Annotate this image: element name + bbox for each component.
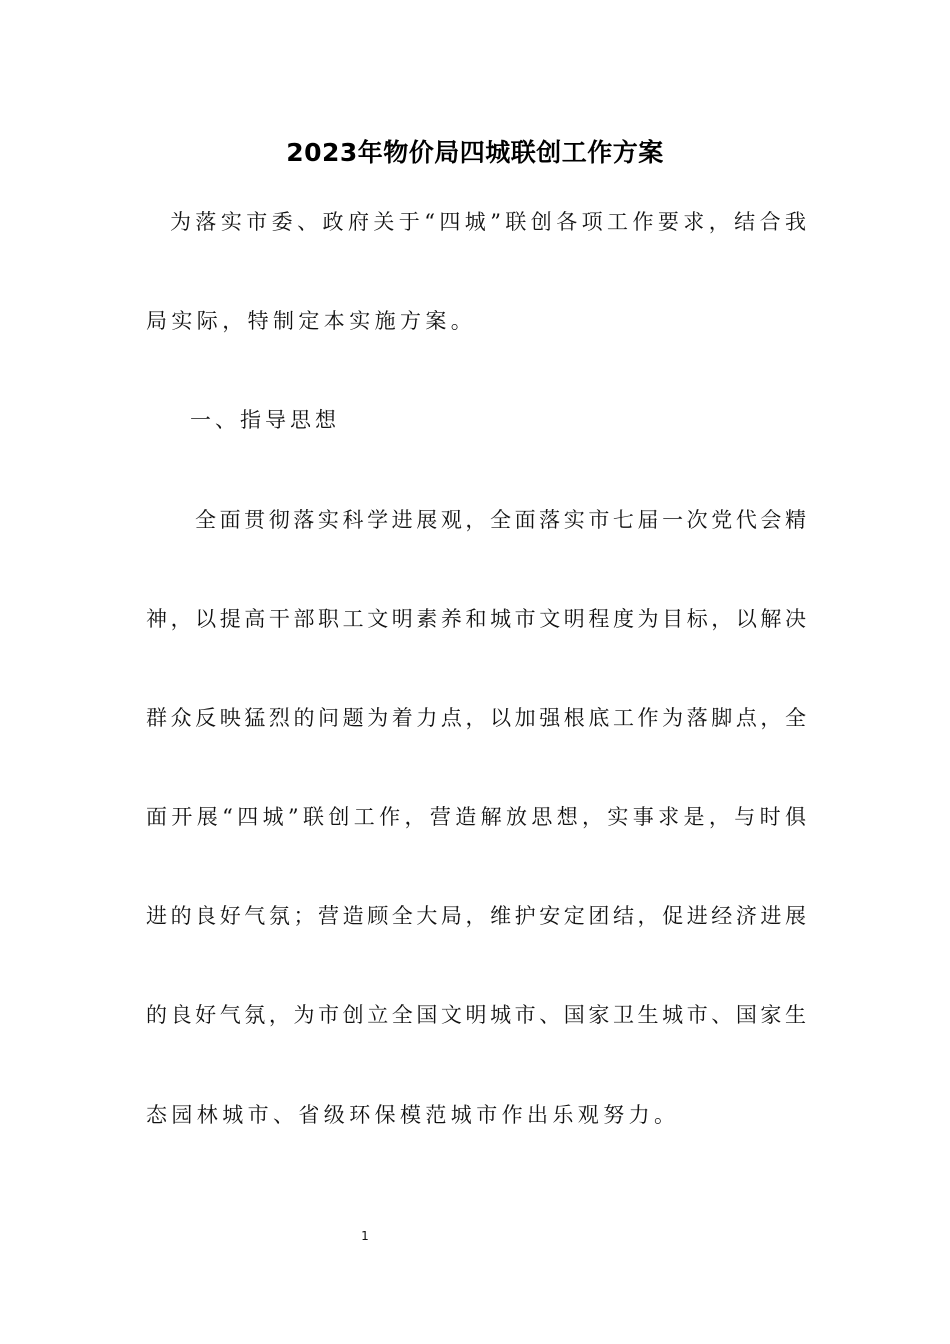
- section-heading: 一、指导思想: [190, 408, 340, 432]
- page-number: 1: [361, 1229, 369, 1243]
- body-line: 进的良好气氛；营造顾全大局，维护安定团结，促进经济进展: [146, 904, 806, 928]
- body-line: 神，以提高干部职工文明素养和城市文明程度为目标，以解决: [146, 607, 806, 631]
- body-line: 群众反映猛烈的问题为着力点，以加强根底工作为落脚点，全: [146, 706, 806, 730]
- body-line: 全面贯彻落实科学进展观，全面落实市七届一次党代会精: [195, 508, 806, 532]
- intro-line: 局实际，特制定本实施方案。: [146, 309, 477, 333]
- document-title: 2023年物价局四城联创工作方案: [286, 138, 664, 167]
- body-line: 态园林城市、省级环保模范城市作出乐观努力。: [146, 1103, 680, 1127]
- body-line: 的良好气氛，为市创立全国文明城市、国家卫生城市、国家生: [146, 1003, 806, 1027]
- intro-line: 为落实市委、政府关于“四城”联创各项工作要求，结合我: [170, 210, 806, 234]
- body-line: 面开展“四城”联创工作，营造解放思想，实事求是，与时俱: [146, 805, 806, 829]
